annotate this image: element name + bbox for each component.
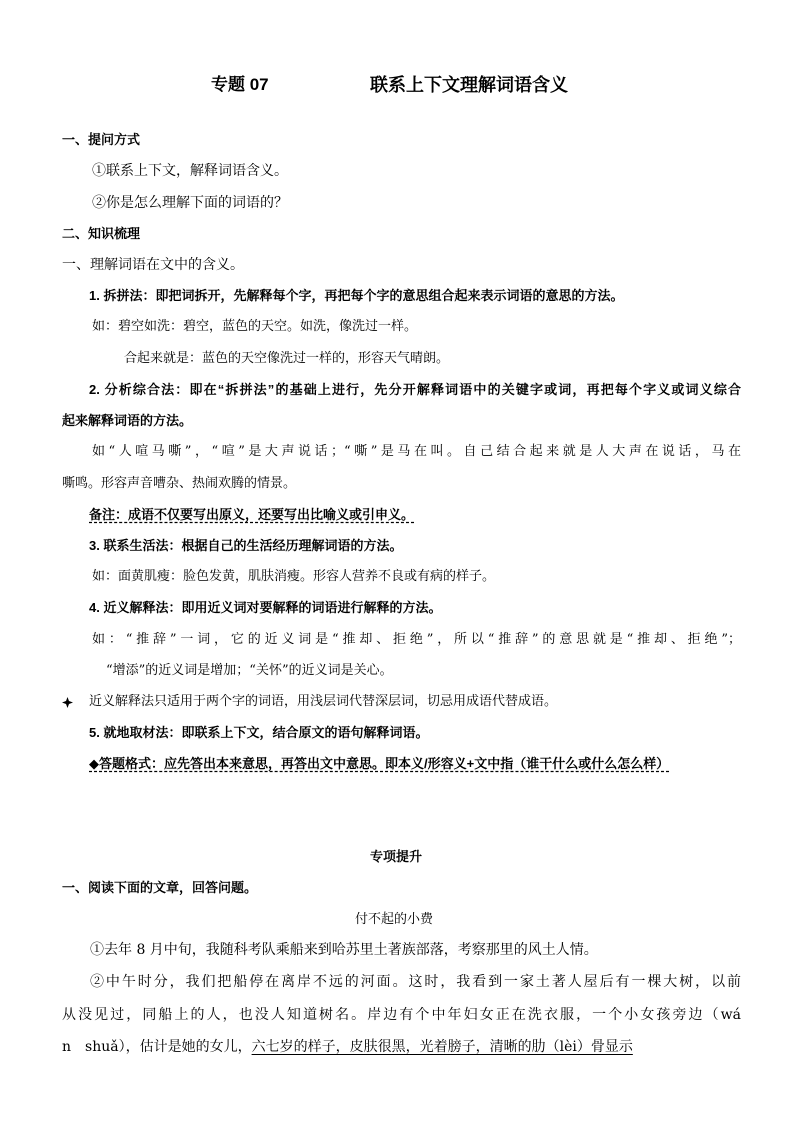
method-2-note: 备注：成语不仅要写出原义，还要写出比喻义或引申义。 [89,507,415,522]
method-4-title: 4. 近义解释法：即用近义词对要解释的词语进行解释的方法。 [89,600,442,615]
method-2-title: 2. 分析综合法：即在“拆拼法”的基础上进行，先分开解释词语中的关键字或词，再把每个字义或词义综合 [89,382,741,397]
subheading-word-meaning: 一、理解词语在文中的含义。 [62,257,244,273]
method-1-title: 1. 拆拼法：即把词拆开，先解释每个字，再把每个字的意思组合起来表示词语的意思的方法。 [89,288,624,303]
question-type-2: ②你是怎么理解下面的词语的？ [92,195,288,211]
story-title: 付不起的小费 [355,912,434,927]
story-paragraph-2-line-2: 从没见过，同船上的人，也没人知道树名。岸边有个中年妇女正在洗衣服，一个小女孩旁边（wá [62,1007,741,1023]
method-2-title-cont: 起来解释词语的方法。 [62,413,193,428]
bullet-diamond-icon [62,696,73,712]
answer-format: ◆答题格式：应先答出本来意思，再答出文中意思。即本义/形容义+文中指（谁干什么或什么怎么样） [89,756,670,771]
practice-instruction: 一、阅读下面的文章，回答问题。 [62,880,258,895]
story-paragraph-1: ①去年 8 月中旬，我随科考队乘船来到哈苏里土著族部落，考察那里的风土人情。 [90,942,598,958]
story-text: n shuǎ），估计是她的女儿， [62,1039,252,1055]
synonym-method-note: 近义解释法只适用于两个字的词语，用浅层词代替深层词，切忌用成语代替成语。 [89,694,558,709]
method-3-title: 3. 联系生活法：根据自己的生活经历理解词语的方法。 [89,538,403,553]
page-title: 联系上下文理解词语含义 [370,75,568,95]
story-paragraph-2-line-3 [62,1040,633,1054]
method-4-example: 如：“推辞”一词，它的近义词是“推却、拒绝”，所以“推辞”的意思就是“推却、拒绝”； [92,632,741,647]
story-text-underlined: 六七岁的样子，皮肤很黑，光着膀子，清晰的肋（lèi）骨显示 [251,1039,633,1055]
method-2-example-cont: 嘶鸣。形容声音嘈杂、热闹欢腾的情景。 [62,476,297,491]
method-3-example: 如：面黄肌瘦：脸色发黄，肌肤消瘦。形容人营养不良或有病的样子。 [92,569,496,584]
section-heading-question-types: 一、提问方式 [62,132,141,147]
method-5-title: 5. 就地取材法：即联系上下文，结合原文的语句解释词语。 [89,725,429,740]
method-4-example-cont: “增添”的近义词是增加；“关怀”的近义词是关心。 [106,663,393,678]
topic-number: 专题 07 [211,75,269,94]
question-type-1: ①联系上下文，解释词语含义。 [92,163,288,179]
method-1-example-combined: 合起来就是：蓝色的天空像洗过一样的，形容天气晴朗。 [124,351,450,366]
practice-heading: 专项提升 [370,849,423,864]
method-2-example: 如“人喧马嘶”，“喧”是大声说话；“嘶”是马在叫。自己结合起来就是人大声在说话，马在 [92,444,741,459]
section-heading-knowledge: 二、知识梳理 [62,226,141,241]
story-paragraph-2: ②中午时分，我们把船停在离岸不远的河面。这时，我看到一家土著人屋后有一棵大树，以前 [90,974,741,990]
method-1-example: 如：碧空如洗：碧空，蓝色的天空。如洗，像洗过一样。 [92,319,418,334]
